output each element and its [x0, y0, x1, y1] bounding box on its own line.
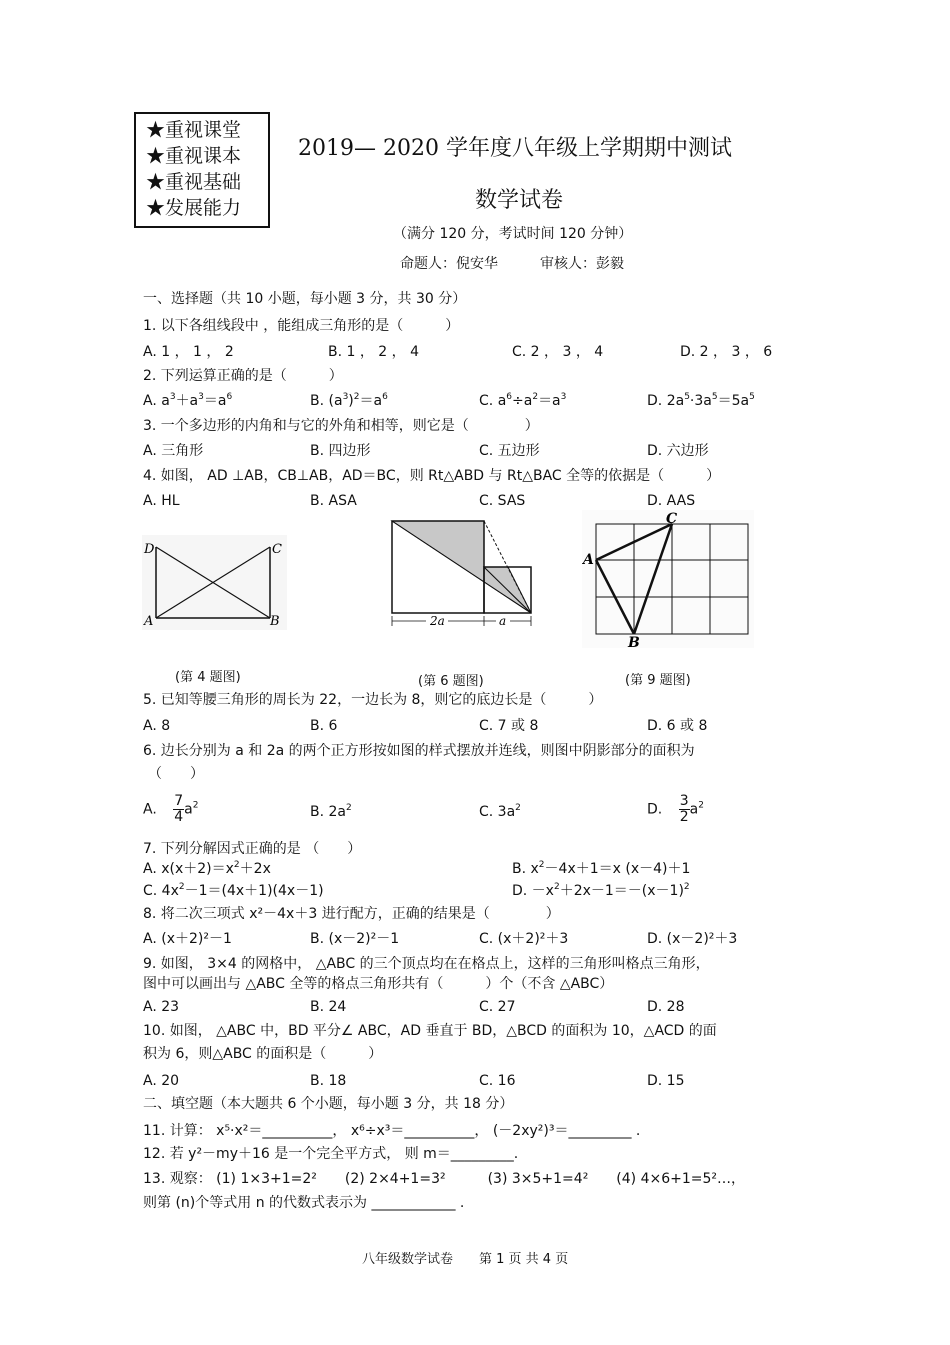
motto-line: ★重视课堂	[146, 119, 242, 141]
motto-line: ★发展能力	[146, 197, 242, 219]
motto-box	[134, 112, 270, 228]
page-footer: 八年级数学试卷 第 1 页 共 4 页	[362, 1252, 569, 1267]
option-c: C. 7 或 8	[479, 718, 539, 734]
figure-caption: (第 4 题图)	[175, 670, 241, 685]
option-c: C. 16	[479, 1073, 516, 1089]
label-a: a	[499, 614, 507, 628]
question-stem-cont: 积为 6，则△ABC 的面积是（ ）	[143, 1046, 383, 1062]
question-stem: 5. 已知等腰三角形的周长为 22，一边长为 8，则它的底边长是（ ）	[143, 692, 603, 708]
label-c: C	[666, 511, 678, 527]
option-b: B. 24	[310, 999, 347, 1015]
option-d: D. $\frac{3}{2}$ $a^2$	[647, 793, 704, 825]
option-a: A. 20	[143, 1073, 180, 1089]
option-a: A. 三角形	[143, 443, 204, 459]
option-d: D. 2 ， 3 ， 6	[680, 344, 773, 360]
option-b: B. $2a^2$	[310, 803, 352, 820]
option-b: B. 四边形	[310, 443, 371, 459]
option-d: D. $2a^5\cdot 3a^5=5a^5$	[647, 392, 755, 409]
label-b: B	[628, 635, 640, 648]
option-c: C. (x＋2)²＋3	[479, 931, 569, 947]
option-c: C. 2 ， 3 ， 4	[512, 344, 604, 360]
question-stem: 12. 若 y²－my＋16 是一个完全平方式， 则 m＝_________.	[143, 1146, 519, 1162]
exam-info: （满分 120 分，考试时间 120 分钟）	[393, 226, 633, 242]
option-a: A. 8	[143, 718, 171, 734]
question-stem-cont: 图中可以画出与 △ABC 全等的格点三角形共有（ ）个（不含 △ABC）	[143, 976, 614, 992]
page-title: 2019— 2020 学年度八年级上学期期中测试	[298, 136, 732, 161]
question-stem: 1. 以下各组线段中 ，能组成三角形的是（ ）	[143, 318, 460, 334]
option-a: A. 23	[143, 999, 180, 1015]
option-d: D. $-x^2+2x-1=-(x-1)^2$	[512, 882, 690, 899]
figure-6-diagram	[388, 517, 535, 632]
option-b: B. 1 ， 2 ， 4	[328, 344, 420, 360]
option-b: B. $x^2-4x+1=x$ (x－4)＋1	[512, 860, 691, 877]
option-b: B. ASA	[310, 493, 357, 509]
option-d: D. 15	[647, 1073, 685, 1089]
label-d: D	[144, 542, 155, 557]
option-b: B. (x－2)²－1	[310, 931, 400, 947]
option-d: D. (x－2)²＋3	[647, 931, 738, 947]
motto-line: ★重视基础	[146, 171, 242, 193]
option-d: D. AAS	[647, 493, 696, 509]
option-c: C. $a^6\div a^2=a^3$	[479, 392, 567, 409]
option-a: A. $\frac{7}{4}$ $a^2$	[143, 793, 199, 825]
option-c: C. 五边形	[479, 443, 540, 459]
option-d: D. 六边形	[647, 443, 709, 459]
label-b: B	[270, 614, 280, 629]
option-d: D. 6 或 8	[647, 718, 708, 734]
question-stem: 3. 一个多边形的内角和与它的外角和相等，则它是（ ）	[143, 418, 539, 434]
exam-authors: 命题人：倪安华 审核人：彭毅	[400, 256, 624, 272]
option-b: B. $(a^3)^2=a^6$	[310, 392, 388, 409]
label-2a: 2a	[430, 614, 445, 628]
question-stem: 13. 观察： (1) 1×3+1=2² (2) 2×4+1=3² (3) 3×5+1=4² (4) 4×6+1=5²…，	[143, 1171, 746, 1187]
figure-caption: (第 6 题图)	[418, 674, 484, 689]
figure-9-diagram	[582, 510, 754, 648]
option-c: C. $4x^2-1=(4x+1)(4x-1)$	[143, 882, 324, 899]
question-stem: 9. 如图， 3×4 的网格中， △ABC 的三个顶点均在在格点上，这样的三角形叫格点三角形，	[143, 956, 710, 972]
option-c: C. SAS	[479, 493, 526, 509]
answer-paren: （ ）	[148, 766, 204, 782]
question-stem: 11. 计算： x⁵·x²＝__________， x⁶÷x³＝__________， (－2xy²)³＝_________ .	[143, 1123, 641, 1139]
option-c: C. $3a^2$	[479, 803, 521, 820]
option-d: D. 28	[647, 999, 685, 1015]
option-a: A. (x＋2)²－1	[143, 931, 232, 947]
option-a: A. 1 ， 1 ， 2	[143, 344, 234, 360]
figure-caption: (第 9 题图)	[625, 673, 691, 688]
question-stem: 10. 如图， △ABC 中，BD 平分∠ ABC，AD 垂直于 BD，△BCD 的面积为 10，△ACD 的面	[143, 1023, 717, 1039]
section-heading: 二、填空题（本大题共 6 个小题，每小题 3 分，共 18 分）	[143, 1096, 514, 1112]
motto-line: ★重视课本	[146, 145, 242, 167]
figure-4-diagram	[142, 535, 287, 630]
question-stem-cont: 则第 (n)个等式用 n 的代数式表示为 ____________ .	[143, 1195, 465, 1211]
question-stem: 7. 下列分解因式正确的是 （ ）	[143, 841, 362, 857]
page-subtitle: 数学试卷	[475, 188, 564, 213]
question-stem: 8. 将二次三项式 x²－4x＋3 进行配方，正确的结果是（ ）	[143, 906, 560, 922]
label-c: C	[272, 542, 282, 557]
question-stem: 2. 下列运算正确的是（ ）	[143, 368, 343, 384]
option-c: C. 27	[479, 999, 516, 1015]
option-a: A. $a^3+a^3=a^6$	[143, 392, 233, 409]
section-heading: 一、选择题（共 10 小题，每小题 3 分，共 30 分）	[143, 291, 467, 307]
question-stem: 6. 边长分别为 a 和 2a 的两个正方形按如图的样式摆放并连线，则图中阴影部分的面积为	[143, 743, 695, 759]
option-b: B. 18	[310, 1073, 347, 1089]
option-a: A. HL	[143, 493, 180, 509]
question-stem: 4. 如图， AD ⊥AB，CB⊥AB，AD＝BC，则 Rt△ABD 与 Rt△BAC 全等的依据是（ ）	[143, 468, 721, 484]
label-a: A	[583, 552, 594, 568]
option-a: A. $x(x+2)=x^2+2x$	[143, 860, 271, 877]
option-b: B. 6	[310, 718, 338, 734]
label-a: A	[144, 614, 154, 629]
